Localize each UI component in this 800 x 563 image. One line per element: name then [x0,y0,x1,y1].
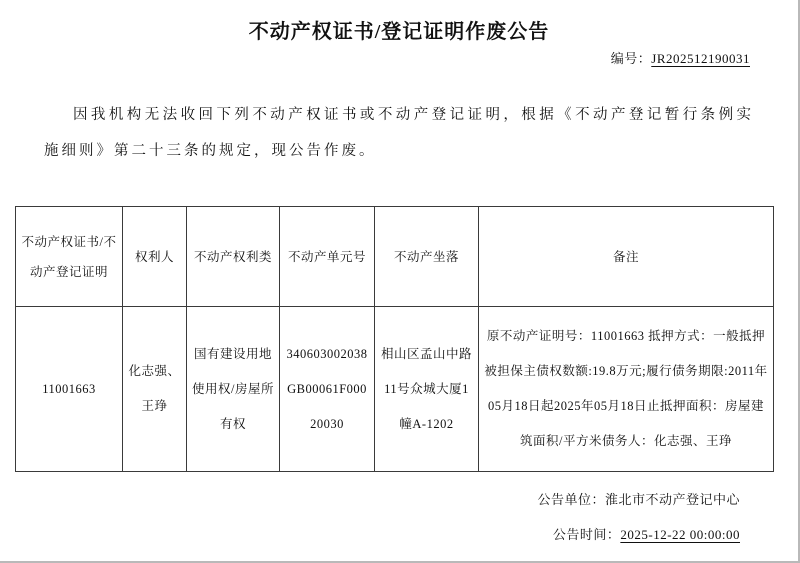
cancellation-table [15,206,774,472]
col-header-location: 不动产坐落 [375,207,479,307]
announcement-time-line [0,517,740,552]
col-header-right-holder: 权利人 [123,207,187,307]
cell-unit-number: 340603002038GB00061F00020030 [280,307,375,472]
col-header-right-type: 不动产权利类 [187,207,280,307]
table-row [16,307,774,472]
col-header-remark: 备注 [479,207,774,307]
table-header-row [16,207,774,307]
announcing-unit-value: 淮北市不动产登记中心 [604,492,740,507]
cell-right-holder: 化志强、王琤 [123,307,187,472]
document-number-value: JR202512190031 [651,51,750,66]
cell-location: 相山区孟山中路11号众城大厦1幢A-1202 [375,307,479,472]
cell-right-type: 国有建设用地使用权/房屋所有权 [187,307,280,472]
announcement-time-label: 公告时间： [552,527,621,542]
cell-certificate-number: 11001663 [16,307,123,472]
page-title: 不动产权证书/登记证明作废公告 [248,21,550,43]
announcing-unit-line [0,482,740,517]
document-number-label: 编号： [610,51,652,66]
document-number-line [0,48,750,67]
col-header-unit-number: 不动产单元号 [280,207,375,307]
cell-remark: 原不动产证明号：11001663 抵押方式：一般抵押被担保主债权数额:19.8万元;履行债务期限:2011年05月18日起2025年05月18日止抵押面积：房屋建筑面积/平方米债务人：化志强、王琤 [479,307,774,472]
announcing-unit-label: 公告单位： [537,492,605,507]
announcement-time-value: 2025-12-22 00:00:00 [620,527,740,542]
announcement-footer [0,482,740,552]
col-header-certificate-number: 不动产权证书/不动产登记证明 [16,207,123,307]
announcement-body-text: 因我机构无法收回下列不动产权证书或不动产登记证明，根据《不动产登记暂行条例实施细则》第二十三条的规定，现公告作废。 [44,107,754,159]
